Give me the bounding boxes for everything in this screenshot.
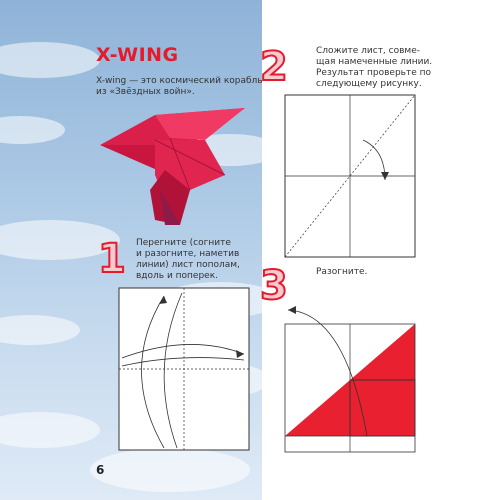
step-2-number — [258, 44, 290, 90]
page-number: 6 — [96, 463, 105, 477]
step-2-diagram — [285, 95, 425, 265]
step-1-line: линии) лист пополам, — [136, 260, 240, 270]
step-2-digit: 2 — [260, 44, 288, 90]
step-1-number — [96, 236, 126, 282]
step-1-line: Перегните (согните — [136, 238, 231, 248]
intro-text — [96, 76, 266, 98]
page-title: X-WING — [96, 44, 179, 66]
step-1-diagram — [119, 288, 259, 458]
origami-plane-illustration — [95, 100, 255, 230]
step-1-line: вдоль и поперек. — [136, 271, 219, 281]
step-2-line: щая намеченные линии. — [316, 57, 433, 67]
step-1-digit: 1 — [98, 236, 126, 282]
intro-line: X-wing — это космический корабль — [96, 76, 263, 86]
step-3-number — [258, 263, 290, 309]
step-2-text — [316, 46, 456, 90]
step-2-line: следующему рисунку. — [316, 79, 422, 89]
step-3-line: Разогните. — [316, 267, 368, 277]
step-3-text — [316, 267, 436, 278]
step-1-text — [136, 238, 266, 282]
step-3-digit: 3 — [260, 263, 288, 309]
step-2-line: Результат проверьте по — [316, 68, 431, 78]
step-1-line: и разогните, наметив — [136, 249, 240, 259]
step-2-line: Сложите лист, совме- — [316, 46, 420, 56]
intro-line: из «Звёздных войн». — [96, 87, 195, 97]
step-3-diagram — [285, 308, 430, 458]
